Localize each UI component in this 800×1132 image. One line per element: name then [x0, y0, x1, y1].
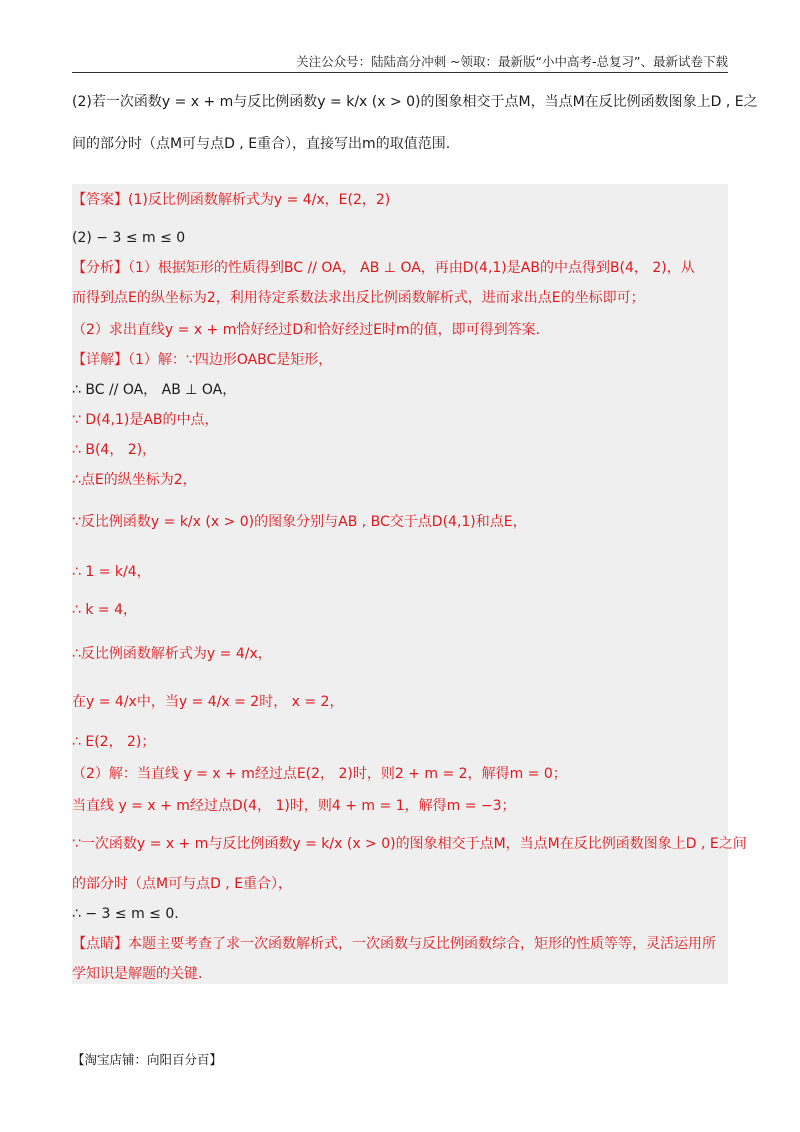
- analysis-line-1: 【分析】（1）根据矩形的性质得到BC // OA， AB ⊥ OA，再由D(4,1)是AB的中点得到B(4， 2)，从: [72, 260, 695, 276]
- header-divider: [72, 72, 728, 73]
- document-body: [72, 92, 758, 982]
- detail-line-7: ∴ 1 = k/4，: [72, 564, 151, 580]
- comment-line-2: 学知识是解题的关键.: [72, 966, 203, 982]
- detail-line-16: ∴ − 3 ≤ m ≤ 0.: [72, 906, 179, 922]
- detail-line-3: ∵ D(4,1)是AB的中点，: [72, 412, 219, 428]
- detail-line-8: ∴ k = 4，: [72, 602, 138, 618]
- detail-line-6: ∵反比例函数y = k/x (x > 0)的图象分别与AB , BC交于点D(4,1)和点E，: [72, 514, 527, 530]
- analysis-line-2: 而得到点E的纵坐标为2，利用待定系数法求出反比例函数解析式，进而求出点E的坐标即可；: [72, 290, 645, 306]
- detail-line-13: 当直线 y = x + m经过点D(4， 1)时，则4 + m = 1，解得m = −3；: [72, 798, 516, 814]
- comment-line-1: 【点睛】本题主要考查了求一次函数解析式，一次函数与反比例函数综合，矩形的性质等等，灵活运用所: [72, 936, 716, 952]
- page-footer: 【淘宝店铺：向阳百分百】: [72, 1052, 223, 1067]
- detail-line-14: ∵一次函数y = x + m与反比例函数y = k/x (x > 0)的图象相交于点M，当点M在反比例函数图象上D , E之间: [72, 836, 747, 852]
- detail-line-12: （2）解：当直线 y = x + m经过点E(2， 2)时，则2 + m = 2，解得m = 0；: [72, 766, 567, 782]
- analysis-line-3: （2）求出直线y = x + m恰好经过D和恰好经过E时m的值，即可得到答案.: [72, 322, 541, 338]
- detail-line-5: ∴点E的纵坐标为2，: [72, 472, 197, 488]
- detail-line-4: ∴ B(4， 2)，: [72, 442, 157, 458]
- answer-line-1: 【答案】(1)反比例函数解析式为y = 4/x，E(2，2): [72, 192, 391, 208]
- detail-line-11: ∴ E(2， 2)；: [72, 734, 156, 750]
- detail-line-9: ∴反比例函数解析式为y = 4/x，: [72, 646, 272, 662]
- answer-line-2: (2) − 3 ≤ m ≤ 0: [72, 230, 186, 246]
- detail-line-15: 的部分时（点M可与点D , E重合），: [72, 876, 293, 892]
- question-2-line-1: (2)若一次函数y = x + m与反比例函数y = k/x (x > 0)的图象相交于点M，当点M在反比例函数图象上D , E之: [72, 94, 758, 110]
- detail-line-1: 【详解】（1）解：∵四边形OABC是矩形，: [72, 352, 333, 368]
- detail-line-10: 在y = 4/x中，当y = 4/x = 2时， x = 2，: [72, 694, 344, 710]
- question-2-line-2: 间的部分时（点M可与点D , E重合），直接写出m的取值范围.: [72, 136, 451, 152]
- page-header: 关注公众号：陆陆高分冲刺 ~领取：最新版“小中高考-总复习”、最新试卷下载: [296, 54, 728, 69]
- detail-line-2: ∴ BC // OA， AB ⊥ OA，: [72, 382, 237, 398]
